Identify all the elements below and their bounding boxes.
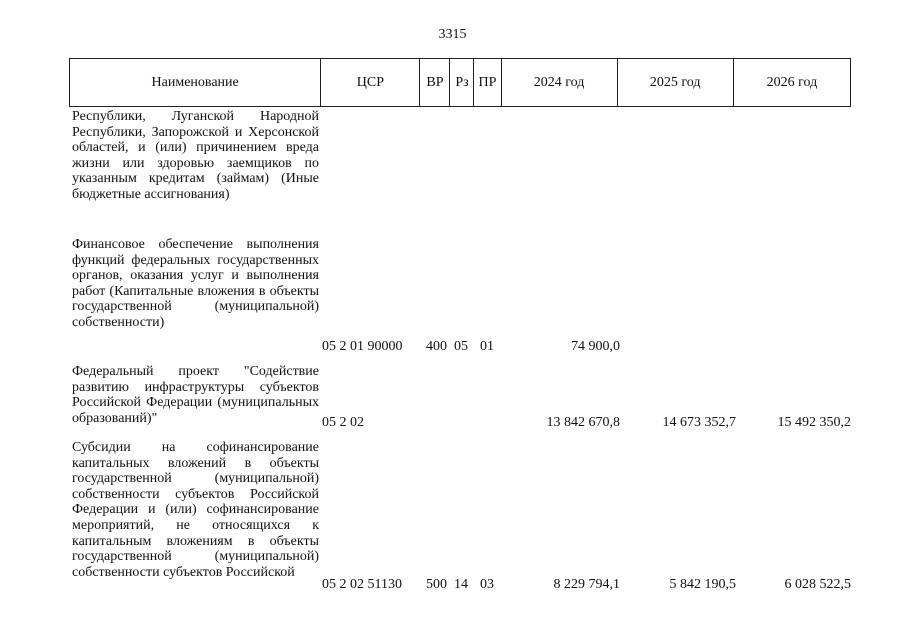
row-pr: 03 bbox=[480, 577, 494, 592]
header-pr: ПР bbox=[474, 59, 501, 107]
header-csr: ЦСР bbox=[321, 59, 420, 107]
header-2024: 2024 год bbox=[501, 59, 617, 107]
row-name: Федеральный проект "Содействие развитию инфраструктуры субъектов Российской Федерации (муниципальных образований)" bbox=[72, 364, 319, 426]
page-number: 3315 bbox=[438, 27, 467, 42]
header-2025: 2025 год bbox=[617, 59, 733, 107]
row-name: Республики, Луганской Народной Республики, Запорожской и Херсонской областей, и (или) причинением вреда жизни или здоровью заемщиков по указанным кредитам (займам) (Иные бюджетные ассигнования) bbox=[72, 109, 319, 202]
row-pr: 01 bbox=[480, 339, 494, 354]
row-rz: 05 bbox=[454, 339, 468, 354]
header-2026: 2026 год bbox=[733, 59, 850, 107]
row-vr: 400 bbox=[426, 339, 447, 354]
row-name: Субсидии на софинансирование капитальных вложений в объекты государственной (муниципальной) собственности субъектов Российской Федерации и (или) софинансирование мероприятий, не относящихся к капитальным вложениям в объекты государственной (муниципальной) собственности субъектов Российской bbox=[72, 440, 319, 580]
row-2025: 5 842 190,5 bbox=[669, 577, 736, 592]
row-2026: 6 028 522,5 bbox=[784, 577, 851, 592]
row-2026: 15 492 350,2 bbox=[777, 415, 851, 430]
row-2024: 8 229 794,1 bbox=[553, 577, 620, 592]
row-csr: 05 2 02 bbox=[322, 415, 364, 430]
row-2025: 14 673 352,7 bbox=[662, 415, 736, 430]
header-name: Наименование bbox=[70, 59, 321, 107]
row-csr: 05 2 02 51130 bbox=[322, 577, 402, 592]
row-vr: 500 bbox=[426, 577, 447, 592]
header-rz: Рз bbox=[450, 59, 474, 107]
row-name: Финансовое обеспечение выполнения функций федеральных государственных органов, оказания услуг и выполнения работ (Капитальные вложения в объекты государственной (муниципальной) собственности) bbox=[72, 237, 319, 330]
row-2024: 74 900,0 bbox=[571, 339, 620, 354]
table-header bbox=[69, 58, 851, 107]
row-rz: 14 bbox=[454, 577, 468, 592]
row-csr: 05 2 01 90000 bbox=[322, 339, 403, 354]
row-2024: 13 842 670,8 bbox=[546, 415, 620, 430]
header-vr: ВР bbox=[420, 59, 450, 107]
